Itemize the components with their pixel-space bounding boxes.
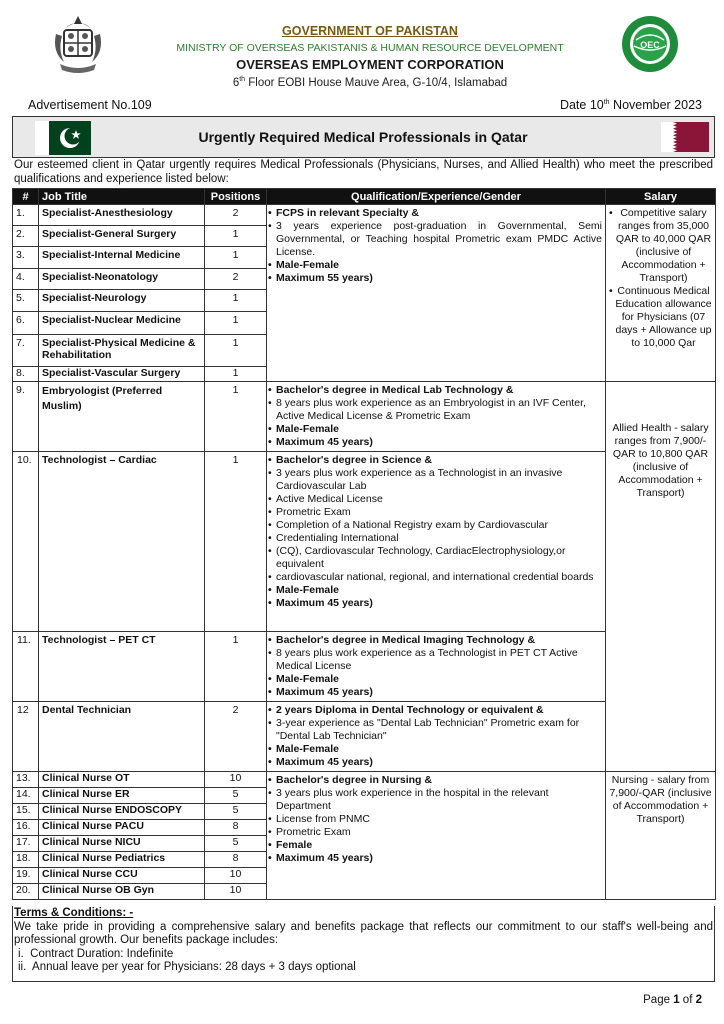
row-title: Clinical Nurse NICU bbox=[39, 836, 205, 852]
qual-item: • 2 years Diploma in Dental Technology or equivalent & bbox=[270, 704, 602, 717]
qual-item: • Prometric Exam bbox=[270, 506, 602, 519]
row-num: 14. bbox=[13, 788, 39, 804]
qual-item: • Maximum 45 years) bbox=[270, 436, 602, 449]
row-positions: 1 bbox=[205, 632, 267, 702]
row-title: Specialist-Nuclear Medicine bbox=[39, 312, 205, 335]
qual-item: • Bachelor's degree in Science & bbox=[270, 454, 602, 467]
terms-item: ii. Annual leave per year for Physicians: 28 days + 3 days optional bbox=[18, 961, 356, 973]
qual-item: • 3 years plus work experience as a Technologist in an invasive Cardiovascular Lab bbox=[270, 467, 602, 493]
row-title: Clinical Nurse OB Gyn bbox=[39, 884, 205, 900]
address: 6th Floor EOBI House Mauve Area, G-10/4, Islamabad bbox=[232, 76, 508, 89]
qual-item: • 3 years experience post-graduation in Governmental, Semi Governmental, or Teaching hospital Prometric exam PMDC Active License. bbox=[270, 220, 602, 259]
qual-item: • Male-Female bbox=[270, 743, 602, 756]
qual-item: • Maximum 45 years) bbox=[270, 852, 602, 865]
terms-heading: Terms & Conditions: - bbox=[14, 907, 134, 919]
row-positions: 1 bbox=[205, 367, 267, 382]
header-qualification: Qualification/Experience/Gender bbox=[267, 189, 606, 205]
qual-item: • Male-Female bbox=[270, 673, 602, 686]
row-num: 11. bbox=[13, 632, 39, 702]
row-title: Technologist – Cardiac bbox=[39, 452, 205, 632]
row-positions: 8 bbox=[205, 852, 267, 868]
oec-logo-text: OEC bbox=[640, 40, 660, 50]
row-positions: 2 bbox=[205, 702, 267, 772]
qualification-petct bbox=[267, 632, 606, 702]
row-num: 5. bbox=[13, 290, 39, 312]
row-title: Clinical Nurse CCU bbox=[39, 868, 205, 884]
table-header-row bbox=[13, 189, 716, 205]
row-positions: 1 bbox=[205, 452, 267, 632]
salary-nursing: Nursing - salary from 7,900/-QAR (inclusive of Accommodation + Transport) bbox=[606, 772, 716, 900]
row-num: 20. bbox=[13, 884, 39, 900]
qualification-cardiac bbox=[267, 452, 606, 632]
qual-item: • Male-Female bbox=[270, 584, 602, 597]
row-positions: 1 bbox=[205, 290, 267, 312]
pakistan-flag-icon bbox=[35, 121, 91, 155]
header-salary: Salary bbox=[606, 189, 716, 205]
row-title: Specialist-Internal Medicine bbox=[39, 247, 205, 269]
qual-item: • Bachelor's degree in Nursing & bbox=[270, 774, 602, 787]
row-num: 4. bbox=[13, 269, 39, 290]
advertisement-date: Date 10th November 2023 bbox=[559, 98, 702, 112]
qual-item: • Maximum 45 years) bbox=[270, 756, 602, 769]
qual-item: • Female bbox=[270, 839, 602, 852]
row-title: Specialist-Neonatology bbox=[39, 269, 205, 290]
row-num: 1. bbox=[13, 205, 39, 226]
qual-item: • 8 years plus work experience as a Technologist in PET CT Active Medical License bbox=[270, 647, 602, 673]
salary-allied-health: Allied Health - salary ranges from 7,900/-QAR to 10,800 QAR (inclusive of Accommodation + Transport) bbox=[606, 382, 716, 772]
table-row bbox=[13, 205, 716, 226]
row-num: 8. bbox=[13, 367, 39, 382]
jobs-table bbox=[12, 188, 716, 900]
row-num: 13. bbox=[13, 772, 39, 788]
row-positions: 10 bbox=[205, 884, 267, 900]
qual-item: • 3 years plus work experience in the hospital in the relevant Department bbox=[270, 787, 602, 813]
qual-item: • Active Medical License bbox=[270, 493, 602, 506]
header-job-title: Job Title bbox=[39, 189, 205, 205]
row-num: 18. bbox=[13, 852, 39, 868]
row-num: 9. bbox=[13, 382, 39, 452]
qual-item: • Credentialing International bbox=[270, 532, 602, 545]
table-row bbox=[13, 772, 716, 788]
qual-item: • 8 years plus work experience as an Embryologist in an IVF Center, Active Medical License & Prometric Exam bbox=[270, 397, 602, 423]
row-positions: 2 bbox=[205, 269, 267, 290]
banner-title: Urgently Required Medical Professionals in Qatar bbox=[198, 129, 528, 145]
row-title: Clinical Nurse ENDOSCOPY bbox=[39, 804, 205, 820]
row-positions: 5 bbox=[205, 836, 267, 852]
qual-item: • Bachelor's degree in Medical Imaging Technology & bbox=[270, 634, 602, 647]
qual-item: • Prometric Exam bbox=[270, 826, 602, 839]
row-positions: 1 bbox=[205, 226, 267, 247]
table-row bbox=[13, 382, 716, 452]
terms-intro: We take pride in providing a comprehensive salary and benefits package that reflects our commitment to our staff's well-being and professional growth. Our benefits package includes: bbox=[14, 920, 713, 946]
row-num: 15. bbox=[13, 804, 39, 820]
qual-item: • Maximum 45 years) bbox=[270, 597, 602, 610]
qual-item: • (CQ), Cardiovascular Technology, CardiacElectrophysiology,or equivalent bbox=[270, 545, 602, 571]
qual-item: • Maximum 45 years) bbox=[270, 686, 602, 699]
qualification-nurses bbox=[267, 772, 606, 900]
qual-item: • License from PNMC bbox=[270, 813, 602, 826]
row-positions: 1 bbox=[205, 382, 267, 452]
qualification-specialists bbox=[267, 205, 606, 382]
salary-item: • Continuous Medical Education allowance for Physicians (07 days + Allowance up to 10,000 Qar bbox=[609, 285, 712, 350]
oec-logo-icon bbox=[620, 14, 680, 74]
qual-item: • Male-Female bbox=[270, 259, 602, 272]
row-num: 10. bbox=[13, 452, 39, 632]
qual-item: • cardiovascular national, regional, and international credential boards bbox=[270, 571, 602, 584]
row-num: 12 bbox=[13, 702, 39, 772]
row-positions: 1 bbox=[205, 312, 267, 335]
government-title: GOVERNMENT OF PAKISTAN bbox=[282, 24, 458, 38]
row-positions: 10 bbox=[205, 772, 267, 788]
row-title: Embryologist (Preferred Muslim) bbox=[39, 382, 205, 452]
row-num: 2. bbox=[13, 226, 39, 247]
qual-item: • Male-Female bbox=[270, 423, 602, 436]
row-num: 6. bbox=[13, 312, 39, 335]
qualification-embryologist bbox=[267, 382, 606, 452]
row-positions: 5 bbox=[205, 788, 267, 804]
qual-item: • Completion of a National Registry exam by Cardiovascular bbox=[270, 519, 602, 532]
row-title: Clinical Nurse ER bbox=[39, 788, 205, 804]
row-title: Specialist-General Surgery bbox=[39, 226, 205, 247]
title-banner bbox=[12, 116, 715, 158]
intro-paragraph: Our esteemed client in Qatar urgently requires Medical Professionals (Physicians, Nurses, and Allied Health) who meet the prescribed qualifications and experience listed below: bbox=[14, 159, 713, 185]
header-positions: Positions bbox=[205, 189, 267, 205]
salary-item: • Competitive salary ranges from 35,000 QAR to 40,000 QAR (inclusive of Accommodation + Transport) bbox=[609, 207, 712, 285]
row-positions: 5 bbox=[205, 804, 267, 820]
row-title: Specialist-Vascular Surgery bbox=[39, 367, 205, 382]
pakistan-emblem-icon bbox=[48, 14, 108, 76]
qatar-flag-icon bbox=[661, 122, 709, 152]
row-title: Technologist – PET CT bbox=[39, 632, 205, 702]
row-positions: 8 bbox=[205, 820, 267, 836]
row-num: 19. bbox=[13, 868, 39, 884]
row-num: 3. bbox=[13, 247, 39, 269]
ministry-title: MINISTRY OF OVERSEAS PAKISTANIS & HUMAN RESOURCE DEVELOPMENT bbox=[176, 42, 564, 54]
qual-item: • Bachelor's degree in Medical Lab Technology & bbox=[270, 384, 602, 397]
terms-section bbox=[12, 907, 715, 975]
page-number: Page 1 of 2 bbox=[643, 994, 702, 1006]
row-num: 7. bbox=[13, 335, 39, 367]
row-positions: 1 bbox=[205, 247, 267, 269]
qual-item: • 3-year experience as "Dental Lab Technician" Prometric exam for "Dental Lab Technician" bbox=[270, 717, 602, 743]
header-num: # bbox=[13, 189, 39, 205]
advertisement-number: Advertisement No.109 bbox=[28, 98, 152, 112]
qualification-dental bbox=[267, 702, 606, 772]
row-title: Clinical Nurse Pediatrics bbox=[39, 852, 205, 868]
corporation-title: OVERSEAS EMPLOYMENT CORPORATION bbox=[236, 57, 504, 72]
row-positions: 10 bbox=[205, 868, 267, 884]
row-title: Clinical Nurse OT bbox=[39, 772, 205, 788]
terms-item: i. Contract Duration: Indefinite bbox=[18, 947, 174, 960]
row-title: Specialist-Anesthesiology bbox=[39, 205, 205, 226]
qual-item: • Maximum 55 years) bbox=[270, 272, 602, 285]
row-positions: 1 bbox=[205, 335, 267, 367]
row-num: 16. bbox=[13, 820, 39, 836]
salary-specialists bbox=[606, 205, 716, 382]
row-title: Specialist-Physical Medicine & Rehabilitation bbox=[39, 335, 205, 367]
row-title: Clinical Nurse PACU bbox=[39, 820, 205, 836]
qual-item: • FCPS in relevant Specialty & bbox=[270, 207, 602, 220]
row-positions: 2 bbox=[205, 205, 267, 226]
row-title: Specialist-Neurology bbox=[39, 290, 205, 312]
row-num: 17. bbox=[13, 836, 39, 852]
row-title: Dental Technician bbox=[39, 702, 205, 772]
